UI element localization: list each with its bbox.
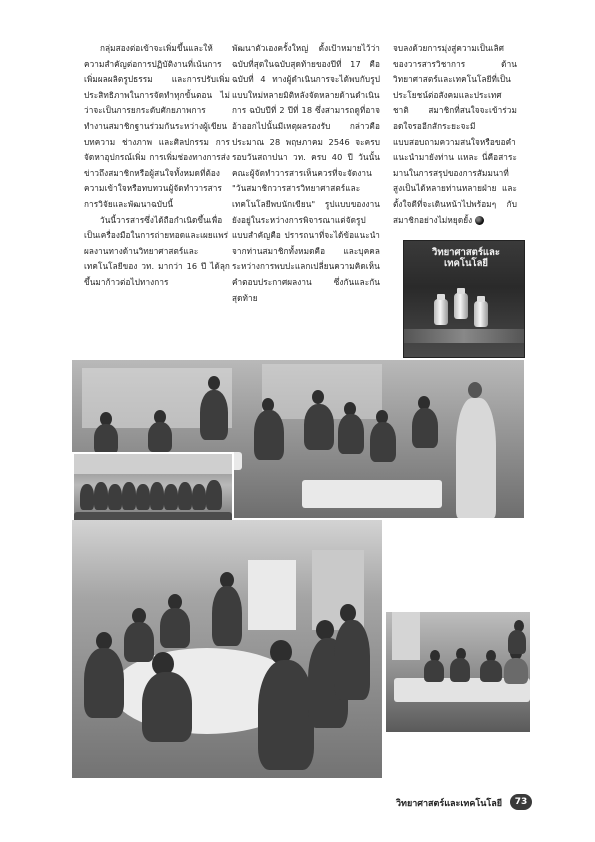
journal-name: วิทยาศาสตร์และเทคโนโลยี: [395, 799, 502, 809]
text-column-middle: [232, 41, 380, 306]
paragraph-3: พัฒนาตัวเองครั้งใหญ่ ตั้งเป้าหมายไว้ว่าฉบับที่สุดในฉบับสุดท้ายของปีที่ 17 คือฉบับที่ 4 ทางผู้ดำเนินการจะได้พบกับรูปแบบใหม่หลายมิติหลังจัดหลายด้านดำเนินการ ฉบับปีที่ 2 ปีที่ 18 ซึ่งสามารถดูที่อาจอ้าออกไปนั้นมีเหตุผลรองรับ กล่าวคือประมาณ 28 พฤษภาคม 2546 จะครบรอบวันสถาปนา วท. ครบ 40 ปี วันนั้นคณะผู้จัดทำวารสารเห็นควรที่จะจัดงาน "วันสมาชิกวารสารวิทยาศาสตร์และเทคโนโลยีพบนักเขียน" รูปแบบของงานยังอยู่ในระหว่างการพิจารณาแต่จัดรูปแบบสำคัญคือ ปรารถนาที่จะได้ข้อแนะนำจากท่านสมาชิกทั้งหมดคือ และบุคคลระหว่างการพบปะแลกเปลี่ยนความคิดเห็น คำตอบประกาศผลงาน ซึ่งกันและกัน สุดท้าย: [232, 43, 380, 303]
participants-photo: [384, 610, 532, 734]
paragraph-1: กลุ่มสองต่อเข้าจะเพิ่มขึ้นและให้ความสำคัญต่อการปฏิบัติงานที่เน้นการเพิ่มผลผลิตรูปธรรม และการปรับเพิ่มประสิทธิภาพในการจัดทำทุกขั้นตอน ไม่ว่าจะเป็นการยกระดับศักยภาพการทำงานสมาชิกฐานร่วมกันระหว่างผู้เขียนบทความ ช่างภาพ และศิลปกรรม การจัดหาอุปกรณ์เพิ่ม การเพิ่มช่องทางการส่งข่าวถึงสมาชิกหรือผู้สนใจทั้งหมดที่ต้องความเข้าใจหรือทบทวนผู้จัดทำวารสารการวิจัยและพัฒนาฉบับนี้: [84, 43, 230, 209]
journal-cover-image: [403, 240, 525, 358]
end-of-article-icon: [475, 216, 484, 225]
page-number: 73: [510, 794, 532, 810]
page-footer: [282, 792, 542, 812]
text-column-right: [393, 41, 517, 228]
text-column-left: [84, 41, 230, 291]
roundtable-photo: [72, 520, 384, 778]
journal-cover-title: วิทยาศาสตร์และเทคโนโลยี: [432, 247, 500, 269]
paragraph-2: วันนี้วารสารซึ่งได้ถือกำเนิดขึ้นเพื่อเป็นเครื่องมือในการถ่ายทอดและเผยแพร่ผลงานทางด้านวิทยาศาสตร์และเทคโนโลยีของ วท. มากว่า 16 ปี ได้ลุกขึ้นมาก้าวต่อไปทางการ: [84, 214, 230, 287]
paragraph-4: จบลงด้วยการมุ่งสู่ความเป็นเลิศของวารสารวิชาการ ด้านวิทยาศาสตร์และเทคโนโลยีที่เป็นประโยชน์ต่อสังคมและประเทศชาติ สมาชิกที่สนใจจะเข้าร่วม อดใจรออีกสักระยะจะมีแบบสอบถามความสนใจหรือขอคำแนะนำมายังท่าน แหละ นี่คือสาระมานในการสรุปของการสัมมนาที่สูงเป็นได้หลายท่านหลายฝ่าย และตั้งใจดีที่จะเดินหน้าไปพร้อมๆ กับสมาชิกอย่างไม่หยุดยั้ง: [393, 43, 517, 225]
